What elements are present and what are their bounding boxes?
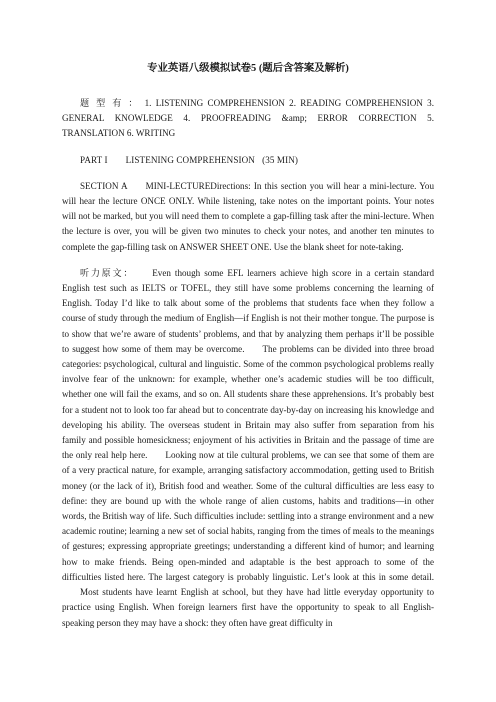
section-directions — [62, 179, 434, 255]
transcript-label: 听力原文： — [80, 267, 135, 278]
transcript-text-1: Even though some EFL learners achieve high score in a certain standard English test such as IELTS or TOFEL, they still have some problems concerning the learning of English. Today I’d like to talk about some of the problems that students face when they follow a course of study through the medium of English—if English is not their mother tongue. The purpose is to show that we’re aware of students’ problems, and that by analyzing them perhaps it’ll be possible to suggest how some of them may be overcome. — [62, 267, 434, 354]
section-label: SECTION A — [80, 180, 128, 191]
section-directions-text: Directions: In this section you will hear a mini-lecture. You will hear the lecture ONCE ONLY. While listening, take notes on the important points. Your notes will not be marked, but you will need them to complete a gap-filling task after the mini-lecture. When the lecture is over, you will be given two minutes to check your notes, and another ten minutes to complete the gap-filling task on ANSWER SHEET ONE. Use the blank sheet for note-taking. — [62, 180, 435, 252]
question-types-text: 1. LISTENING COMPREHENSION 2. READING COMPREHENSION 3. GENERAL KNOWLEDGE 4. PROOFREADING &amp; ERROR CORRECTION 5. TRANSLATION 6. WRITING — [62, 98, 434, 139]
question-types — [62, 96, 434, 142]
part-title: LISTENING COMPREHENSION — [125, 154, 255, 165]
part-time: (35 MIN) — [262, 154, 298, 165]
document-body — [62, 62, 434, 642]
section-title: MINI-LECTURE — [145, 180, 211, 191]
transcript-text-2: The problems can be divided into three broad categories: psychological, cultural and linguistic. Some of the common psychological problems really involve fear of the unknown: for example, whether one’s academic studies will be too difficult, whether one will fail the exams, and so on. All students share these apprehensions. It’s probably best for a student not to look too far ahead but to concentrate day-by-day on increasing his knowledge and developing his ability. The overseas student in Britain may also suffer from separation from his family and possible homesickness; enjoyment of his activities in Britain and the passage of time are the only real help here. — [62, 343, 434, 461]
document-title: 专业英语八级模拟试卷5 (题后含答案及解析) — [147, 63, 349, 74]
transcript-text-4: Most students have learnt English at school, but they have had little everyday opportunity to practice using English. When foreign learners first have the opportunity to speak to all English-speaking person they may have a shock: they often have great difficulty in — [62, 587, 434, 628]
transcript — [62, 266, 434, 631]
part-heading — [62, 153, 434, 168]
transcript-text-3: Looking now at tile cultural problems, we can see that some of them are of a very practical nature, for example, arranging satisfactory accommodation, getting used to British money (or the lack of it), British food and weather. Some of the cultural difficulties are less easy to define: they are bound up with the whole range of alien customs, habits and traditions—in other words, the British way of life. Such difficulties include: settling into a strange environment and a new academic routine; learning a new set of social habits, ranging from the times of meals to the meanings of gestures; expressing appropriate greetings; understanding a different kind of humor; and learning how to make friends. Being open-minded and adaptable is the best approach to some of the difficulties listed here. The largest category is probably linguistic. Let’s look at this in some detail. — [62, 450, 434, 582]
question-types-label: 题型有： — [80, 98, 145, 108]
part-label: PART I — [80, 154, 108, 165]
